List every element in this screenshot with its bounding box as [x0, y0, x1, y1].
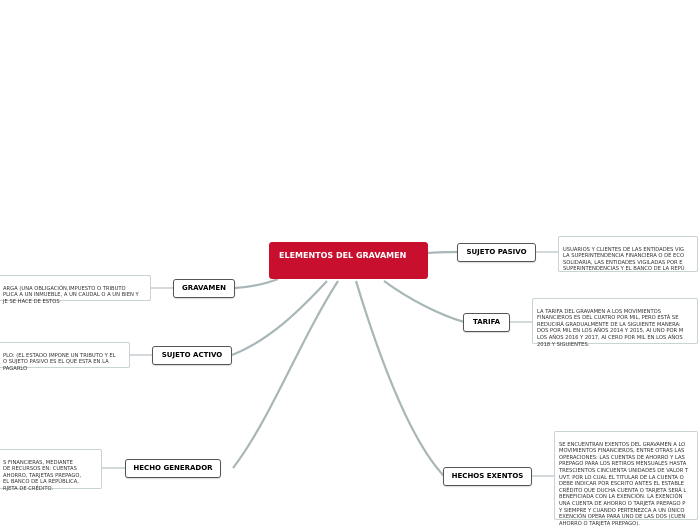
central-topic-title: ELEMENTOS DEL GRAVAMEN	[279, 251, 407, 260]
link-sujeto-pasivo	[428, 252, 458, 253]
note-gravamen-text: ARGA (UNA OBLIGACIÓN,IMPUESTO O TRIBUTO PLICA A UN INMUEBLE, A UN CAUDAL O A UN BIEN Y JE SE HACE DE ESTOS	[3, 285, 139, 305]
note-sujeto-activo-text: PLO: (EL ESTADO IMPONE UN TRIBUTO Y EL O SUJETO PASIVO ES EL QUE ESTA EN LA PAGARLO	[3, 352, 116, 372]
note-hechos-exentos	[554, 431, 698, 527]
note-sujeto-pasivo	[558, 236, 698, 272]
note-gravamen	[0, 275, 151, 305]
node-tarifa-label: TARIFA	[472, 318, 501, 326]
note-sujeto-activo	[0, 342, 130, 372]
node-hechos-exentos-label: HECHOS EXENTOS	[451, 472, 524, 480]
note-hechos-exentos-text: SE ENCUENTRAN EXENTOS DEL GRAVAMEN A LO MOVIMIENTOS FINANCIEROS, ENTRE OTRAS LAS OPERACIONES: LAS CUENTAS DE AHORRO Y LAS PREPAGO PARA LOS RETIROS MENSUALES HASTA TRESCIENTOS CINCUENTA UNIDADES DE VALOR T UVT. POR LO CUAL EL TITULAR DE LA CUENTA O DEBE INDICAR POR ESCRITO ANTES EL ESTABLE CRÉDITO QUE DUCHA CUENTA O TARJETA SERÁ L BENEFICIADA CON LA EXENCIÓN. LA EXENCIÓN UNA CUENTA DE AHORRO O TARJETA PREPAGO P Y SIEMPRE Y CUANDO PERTENEZCA A UN ÚNICO EXENCIÓN OPERA PARA UNO DE LAS DOS (CUEN AHORRO O TARJETA PREPAGO).	[559, 441, 689, 527]
node-gravamen[interactable]	[173, 279, 235, 298]
link-tarifa	[384, 281, 464, 322]
node-sujeto-pasivo-label: SUJETO PASIVO	[466, 248, 527, 256]
node-sujeto-activo[interactable]	[152, 346, 232, 365]
note-tarifa	[532, 298, 698, 348]
node-hecho-generador-label: HECHO GENERADOR	[133, 464, 213, 472]
node-hecho-generador[interactable]	[125, 459, 221, 478]
node-hechos-exentos[interactable]	[443, 467, 532, 486]
node-tarifa[interactable]	[463, 313, 510, 332]
link-hecho-generador	[233, 281, 338, 468]
node-gravamen-label: GRAVAMEN	[181, 284, 227, 292]
central-topic[interactable]	[269, 242, 428, 279]
node-sujeto-pasivo[interactable]	[457, 243, 536, 262]
note-tarifa-text: LA TARIFA DEL GRAVAMEN A LOS MOVIMIENTOS FINANCIEROS ES DEL CUATRO POR MIL, PERO ESTÁ SE REDUCIRÁ GRADUALMENTE DE LA SIGUIENTE MANERA: DOS POR MIL EN LOS AÑOS 2014 Y 2015, AI UNO POR M LOS AÑOS 2016 Y 2017, AI CERO POR MIL EN LOS AÑOS 2018 Y SIGUIENTES.	[537, 308, 684, 348]
link-gravamen	[235, 279, 278, 288]
node-sujeto-activo-label: SUJETO ACTIVO	[161, 351, 223, 359]
note-sujeto-pasivo-text: USUARIOS Y CLIENTES DE LAS ENTIDADES VIG LA SUPERINTENDENCIA FINANCIERA O DE ECO SOLIDARIA, LAS ENTIDADES VIGILADAS POR E SUPERINTENDENCIAS Y EL BANCO DE LA REPÚ	[563, 246, 685, 273]
note-hecho-generador-text: S FINANCIERAS, MEDIANTE DE RECURSOS EN: CUENTAS AHORRO, TARJETAS PREPAGO, EL BANCO DE LA REPÚBLICA, RJETA DE CRÉDITO.	[3, 459, 82, 492]
note-hecho-generador	[0, 449, 102, 492]
link-sujeto-activo	[232, 281, 327, 355]
